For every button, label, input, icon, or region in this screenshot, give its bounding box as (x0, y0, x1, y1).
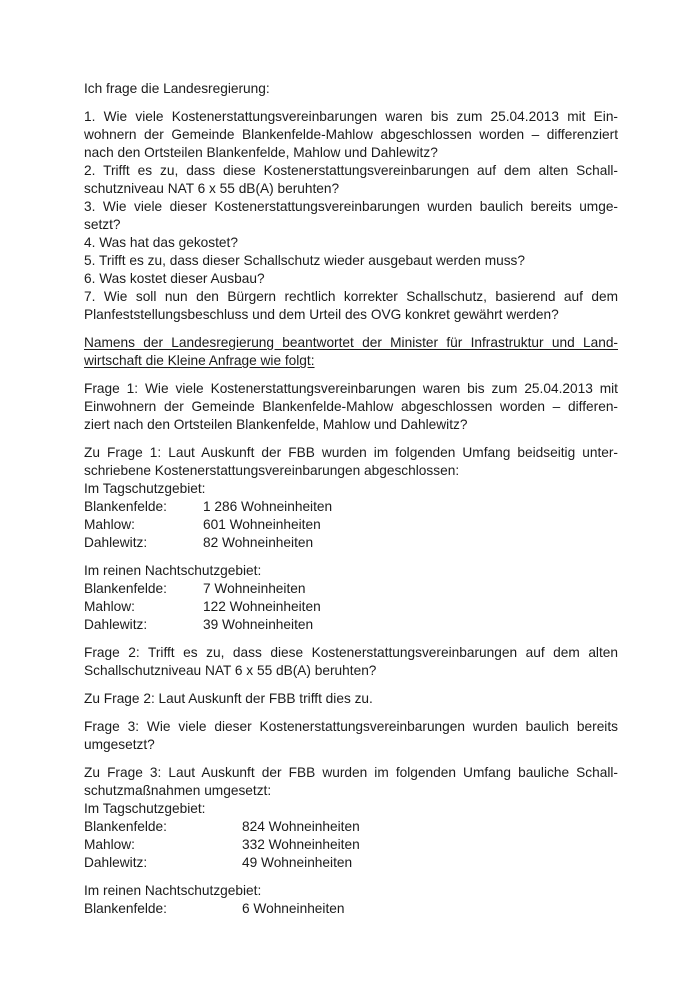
ortsteil-label: Blankenfelde: (84, 499, 167, 514)
text-line: schutzmaßnahmen umgesetzt: (84, 783, 272, 798)
ortsteil-label: Blankenfelde: (84, 581, 167, 596)
zu-frage-3-tagschutzgebiet (84, 764, 618, 872)
frage-2-text (84, 644, 618, 680)
text-line: 3. Wie viele dieser Kostenerstattungsvereinbarungen wurden baulich bereits umge- (84, 199, 618, 214)
text-line: 2. Trifft es zu, dass diese Kostenerstattungsvereinbarungen auf dem alten Schall- (84, 163, 618, 178)
wohneinheiten-value: 7 Wohneinheiten (203, 581, 306, 596)
text-line: nach den Ortsteilen Blankenfelde, Mahlow und Dahlewitz? (84, 145, 438, 160)
text-line: Namens der Landesregierung beantwortet der Minister für Infrastruktur und Land- (84, 335, 618, 350)
wohneinheiten-value: 122 Wohneinheiten (203, 599, 321, 614)
text-line: wohnern der Gemeinde Blankenfelde-Mahlow abgeschlossen worden – differenziert (84, 127, 618, 142)
text-line: Ich frage die Landesregierung: (84, 81, 270, 96)
ortsteil-label: Mahlow: (84, 517, 135, 532)
text-line: 4. Was hat das gekostet? (84, 235, 238, 250)
zu-frage-1-nachtschutzgebiet (84, 562, 618, 634)
wohneinheiten-value: 82 Wohneinheiten (203, 535, 314, 550)
frage-3-text (84, 718, 618, 754)
text-line: Zu Frage 2: Laut Auskunft der FBB trifft dies zu. (84, 691, 373, 706)
text-line: Im Tagschutzgebiet: (84, 801, 206, 816)
wohneinheiten-value: 49 Wohneinheiten (242, 855, 353, 870)
data-row (84, 854, 618, 872)
wohneinheiten-value: 39 Wohneinheiten (203, 617, 314, 632)
text-line: Planfeststellungsbeschluss und dem Urteil des OVG konkret gewährt werden? (84, 307, 559, 322)
ortsteil-label: Dahlewitz: (84, 855, 148, 870)
text-line: 1. Wie viele Kostenerstattungsvereinbarungen waren bis zum 25.04.2013 mit Ein- (84, 109, 618, 124)
wohneinheiten-value: 1 286 Wohneinheiten (203, 499, 333, 514)
text-line: Frage 1: Wie viele Kostenerstattungsvereinbarungen waren bis zum 25.04.2013 mit (84, 381, 618, 396)
data-row (84, 498, 618, 516)
text-line: Frage 3: Wie viele dieser Kostenerstattungsvereinbarungen wurden baulich bereits (84, 719, 618, 734)
data-row (84, 534, 618, 552)
text-line: Einwohnern der Gemeinde Blankenfelde-Mahlow abgeschlossen worden – differen- (84, 399, 618, 414)
wohneinheiten-value: 601 Wohneinheiten (203, 517, 321, 532)
ortsteil-label: Blankenfelde: (84, 819, 167, 834)
text-line: Schallschutzniveau NAT 6 x 55 dB(A) beruhten? (84, 663, 377, 678)
zu-frage-2-text (84, 690, 618, 708)
ortsteil-label: Dahlewitz: (84, 535, 148, 550)
text-line: setzt? (84, 217, 121, 232)
wohneinheiten-value: 332 Wohneinheiten (242, 837, 360, 852)
data-row (84, 598, 618, 616)
text-line: Zu Frage 3: Laut Auskunft der FBB wurden im folgenden Umfang bauliche Schall- (84, 765, 618, 780)
ortsteil-label: Mahlow: (84, 837, 135, 852)
wohneinheiten-value: 824 Wohneinheiten (242, 819, 360, 834)
document-content (84, 80, 618, 918)
frage-1-text (84, 380, 618, 434)
text-line: wirtschaft die Kleine Anfrage wie folgt: (84, 353, 315, 368)
answer-preamble (84, 334, 618, 370)
text-line: Frage 2: Trifft es zu, dass diese Kostenerstattungsvereinbarungen auf dem alten (84, 645, 618, 660)
data-row (84, 818, 618, 836)
intro-paragraph (84, 80, 618, 98)
text-line: Im reinen Nachtschutzgebiet: (84, 563, 262, 578)
text-line: Zu Frage 1: Laut Auskunft der FBB wurden im folgenden Umfang beidseitig unter- (84, 445, 618, 460)
text-line: umgesetzt? (84, 737, 155, 752)
data-row (84, 900, 618, 918)
data-row (84, 580, 618, 598)
text-line: schutzniveau NAT 6 x 55 dB(A) beruhten? (84, 181, 340, 196)
text-line: ziert nach den Ortsteilen Blankenfelde, Mahlow und Dahlewitz? (84, 417, 468, 432)
zu-frage-1-tagschutzgebiet (84, 444, 618, 552)
question-list (84, 108, 618, 324)
wohneinheiten-value: 6 Wohneinheiten (242, 901, 345, 916)
ortsteil-label: Mahlow: (84, 599, 135, 614)
ortsteil-label: Dahlewitz: (84, 617, 148, 632)
text-line: Im Tagschutzgebiet: (84, 481, 206, 496)
text-line: Im reinen Nachtschutzgebiet: (84, 883, 262, 898)
data-row (84, 836, 618, 854)
text-line: schriebene Kostenerstattungsvereinbarungen abgeschlossen: (84, 463, 460, 478)
data-row (84, 516, 618, 534)
zu-frage-3-nachtschutzgebiet (84, 882, 618, 918)
text-line: 6. Was kostet dieser Ausbau? (84, 271, 265, 286)
text-line: 5. Trifft es zu, dass dieser Schallschutz wieder ausgebaut werden muss? (84, 253, 526, 268)
text-line: 7. Wie soll nun den Bürgern rechtlich korrekter Schallschutz, basierend auf dem (84, 289, 618, 304)
ortsteil-label: Blankenfelde: (84, 901, 167, 916)
data-row (84, 616, 618, 634)
